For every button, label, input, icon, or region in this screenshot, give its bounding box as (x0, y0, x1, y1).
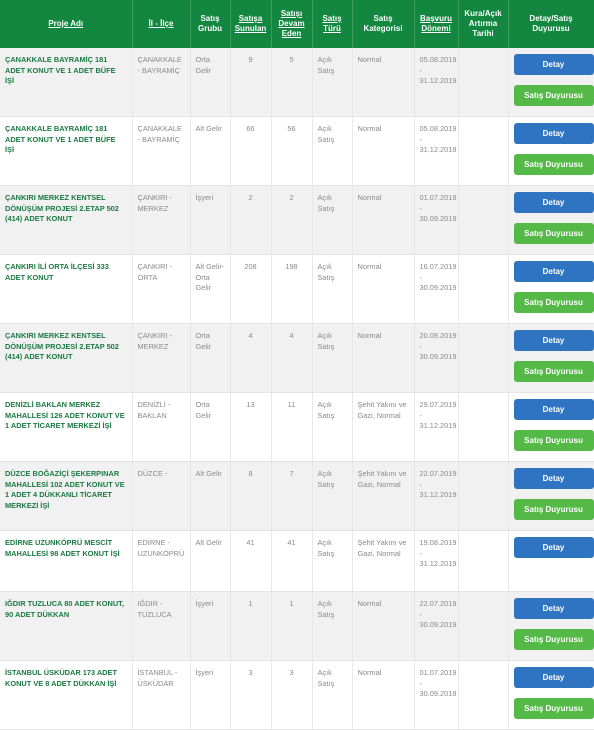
sales-type-cell: Açık Satış (312, 661, 352, 730)
detay-button[interactable]: Detay (514, 261, 594, 282)
lottery-date-cell (458, 661, 508, 730)
sales-category-cell: Normal (352, 117, 414, 186)
header-tur[interactable]: Satış Türü (312, 0, 352, 48)
lottery-date-cell (458, 393, 508, 462)
ongoing-count-cell: 2 (271, 186, 312, 255)
offered-count-cell: 8 (230, 462, 271, 531)
detay-button[interactable]: Detay (514, 399, 594, 420)
table-row (0, 186, 594, 255)
offered-count-cell: 208 (230, 255, 271, 324)
sales-group-cell: Alt Gelir (190, 462, 230, 531)
sales-category-cell: Şehit Yakını ve Gazi, Normal (352, 462, 414, 531)
detay-button[interactable]: Detay (514, 330, 594, 351)
table-row (0, 324, 594, 393)
sales-category-cell: Normal (352, 255, 414, 324)
satis-duyurusu-button[interactable]: Satış Duyurusu (514, 499, 594, 520)
actions-cell (508, 462, 594, 531)
header-devam[interactable]: Satışı Devam Eden (271, 0, 312, 48)
sales-group-cell: Alt Gelir (190, 117, 230, 186)
sales-type-cell: Açık Satış (312, 324, 352, 393)
detay-button[interactable]: Detay (514, 468, 594, 489)
sales-category-cell: Normal (352, 48, 414, 117)
satis-duyurusu-button[interactable]: Satış Duyurusu (514, 698, 594, 719)
ongoing-count-cell: 11 (271, 393, 312, 462)
lottery-date-cell (458, 324, 508, 393)
lottery-date-cell (458, 48, 508, 117)
detay-button[interactable]: Detay (514, 598, 594, 619)
location-cell: DENİZLİ - BAKLAN (132, 393, 190, 462)
header-kategori: Satış Kategorisi (352, 0, 414, 48)
ongoing-count-cell: 1 (271, 592, 312, 661)
actions-cell (508, 393, 594, 462)
sales-group-cell: İşyeri (190, 186, 230, 255)
sales-category-cell: Şehit Yakını ve Gazi, Normal (352, 531, 414, 592)
sales-category-cell: Normal (352, 592, 414, 661)
header-proje[interactable]: Proje Adı (0, 0, 132, 48)
sales-category-cell: Normal (352, 661, 414, 730)
offered-count-cell: 9 (230, 48, 271, 117)
project-name-cell[interactable]: DÜZCE BOĞAZİÇİ ŞEKERPINAR MAHALLESİ 102 ADET KONUT VE 1 ADET 4 DÜKKANLI TİCARET MERKEZİ İŞİ (0, 462, 132, 531)
detay-button[interactable]: Detay (514, 667, 594, 688)
application-period-cell: 05.08.2019 - 31.12.2019 (414, 117, 458, 186)
satis-duyurusu-button[interactable]: Satış Duyurusu (514, 154, 594, 175)
table-row (0, 592, 594, 661)
ongoing-count-cell: 7 (271, 462, 312, 531)
application-period-cell: 05.08.2019 - 31.12.2019 (414, 48, 458, 117)
ongoing-count-cell: 198 (271, 255, 312, 324)
project-name-cell[interactable]: ÇANKIRI MERKEZ KENTSEL DÖNÜŞÜM PROJESİ 2.ETAP 502 (414) ADET KONUT (0, 324, 132, 393)
sales-type-cell: Açık Satış (312, 531, 352, 592)
application-period-cell: 19.08.2019 - 31.12.2019 (414, 531, 458, 592)
table-row (0, 462, 594, 531)
sales-group-cell: Orta Gelir (190, 48, 230, 117)
project-name-cell[interactable]: IĞDIR TUZLUCA 80 ADET KONUT, 90 ADET DÜKKAN (0, 592, 132, 661)
header-kura: Kura/Açık Artırma Tarihi (458, 0, 508, 48)
offered-count-cell: 13 (230, 393, 271, 462)
ongoing-count-cell: 3 (271, 661, 312, 730)
ongoing-count-cell: 4 (271, 324, 312, 393)
actions-cell (508, 592, 594, 661)
offered-count-cell: 3 (230, 661, 271, 730)
project-name-cell[interactable]: EDİRNE UZUNKÖPRÜ MESCİT MAHALLESİ 98 ADET KONUT İŞİ (0, 531, 132, 592)
sales-group-cell: Orta Gelir (190, 393, 230, 462)
application-period-cell: 16.07.2019 - 30.09.2019 (414, 255, 458, 324)
detay-button[interactable]: Detay (514, 54, 594, 75)
header-il[interactable]: İl - İlçe (132, 0, 190, 48)
offered-count-cell: 4 (230, 324, 271, 393)
location-cell: İSTANBUL - ÜSKÜDAR (132, 661, 190, 730)
project-name-cell[interactable]: DENİZLİ BAKLAN MERKEZ MAHALLESİ 126 ADET KONUT VE 1 ADET TİCARET MERKEZİ İŞİ (0, 393, 132, 462)
ongoing-count-cell: 41 (271, 531, 312, 592)
project-name-cell[interactable]: İSTANBUL ÜSKÜDAR 173 ADET KONUT VE 8 ADET DÜKKAN İŞİ (0, 661, 132, 730)
location-cell: DÜZCE - (132, 462, 190, 531)
project-name-cell[interactable]: ÇANKIRI İLİ ORTA İLÇESİ 333 ADET KONUT (0, 255, 132, 324)
lottery-date-cell (458, 186, 508, 255)
actions-cell (508, 324, 594, 393)
sales-category-cell: Şehit Yakını ve Gazi, Normal (352, 393, 414, 462)
satis-duyurusu-button[interactable]: Satış Duyurusu (514, 292, 594, 313)
location-cell: ÇANAKKALE - BAYRAMİÇ (132, 117, 190, 186)
application-period-cell: 01.07.2019 - 30.09.2019 (414, 661, 458, 730)
satis-duyurusu-button[interactable]: Satış Duyurusu (514, 629, 594, 650)
satis-duyurusu-button[interactable]: Satış Duyurusu (514, 223, 594, 244)
sales-type-cell: Açık Satış (312, 592, 352, 661)
offered-count-cell: 41 (230, 531, 271, 592)
satis-duyurusu-button[interactable]: Satış Duyurusu (514, 361, 594, 382)
sales-category-cell: Normal (352, 186, 414, 255)
table-header-row (0, 0, 594, 48)
application-period-cell: 01.07.2019 - 30.09.2019 (414, 186, 458, 255)
sales-group-cell: Orta Gelir (190, 324, 230, 393)
sales-group-cell: Alt Gelir (190, 531, 230, 592)
offered-count-cell: 1 (230, 592, 271, 661)
lottery-date-cell (458, 117, 508, 186)
project-name-cell[interactable]: ÇANAKKALE BAYRAMİÇ 181 ADET KONUT VE 1 ADET BÜFE İŞİ (0, 117, 132, 186)
ongoing-count-cell: 56 (271, 117, 312, 186)
ongoing-count-cell: 5 (271, 48, 312, 117)
header-detay: Detay/Satış Duyurusu (508, 0, 594, 48)
table-row (0, 255, 594, 324)
location-cell: ÇANAKKALE - BAYRAMİÇ (132, 48, 190, 117)
header-basvuru[interactable]: Başvuru Dönemi (414, 0, 458, 48)
sales-group-cell: İşyeri (190, 592, 230, 661)
header-grup: Satış Grubu (190, 0, 230, 48)
offered-count-cell: 66 (230, 117, 271, 186)
sales-group-cell: İşyeri (190, 661, 230, 730)
project-name-cell[interactable]: ÇANAKKALE BAYRAMİÇ 181 ADET KONUT VE 1 ADET BÜFE İŞİ (0, 48, 132, 117)
detay-button[interactable]: Detay (514, 192, 594, 213)
application-period-cell: 20.08.2019 - 30.09.2019 (414, 324, 458, 393)
sales-type-cell: Açık Satış (312, 186, 352, 255)
lottery-date-cell (458, 462, 508, 531)
application-period-cell: 22.07.2019 - 30.09.2019 (414, 592, 458, 661)
satis-duyurusu-button[interactable]: Satış Duyurusu (514, 430, 594, 451)
actions-cell (508, 117, 594, 186)
sales-type-cell: Açık Satış (312, 462, 352, 531)
sales-category-cell: Normal (352, 324, 414, 393)
table-row (0, 393, 594, 462)
sales-type-cell: Açık Satış (312, 393, 352, 462)
location-cell: ÇANKIRI - ORTA (132, 255, 190, 324)
actions-cell (508, 48, 594, 117)
table-row (0, 117, 594, 186)
location-cell: EDİRNE - UZUNKÖPRÜ (132, 531, 190, 592)
location-cell: ÇANKIRI - MERKEZ (132, 324, 190, 393)
table-row (0, 531, 594, 592)
lottery-date-cell (458, 531, 508, 592)
application-period-cell: 22.07.2019 - 31.12.2019 (414, 462, 458, 531)
location-cell: IĞDIR - TUZLUCA (132, 592, 190, 661)
lottery-date-cell (458, 592, 508, 661)
sales-type-cell: Açık Satış (312, 117, 352, 186)
offered-count-cell: 2 (230, 186, 271, 255)
location-cell: ÇANKIRI - MERKEZ (132, 186, 190, 255)
detay-button[interactable]: Detay (514, 123, 594, 144)
actions-cell (508, 661, 594, 730)
sales-group-cell: Alt Gelir-Orta Gelir (190, 255, 230, 324)
actions-cell (508, 255, 594, 324)
satis-duyurusu-button[interactable]: Satış Duyurusu (514, 85, 594, 106)
actions-cell (508, 186, 594, 255)
application-period-cell: 29.07.2019 - 31.12.2019 (414, 393, 458, 462)
table-row (0, 661, 594, 730)
sales-type-cell: Açık Satış (312, 48, 352, 117)
actions-cell (508, 531, 594, 592)
lottery-date-cell (458, 255, 508, 324)
detay-button[interactable]: Detay (514, 537, 594, 558)
header-sunulan[interactable]: Satışa Sunulan (230, 0, 271, 48)
sales-type-cell: Açık Satış (312, 255, 352, 324)
project-name-cell[interactable]: ÇANKIRI MERKEZ KENTSEL DÖNÜŞÜM PROJESİ 2.ETAP 502 (414) ADET KONUT (0, 186, 132, 255)
table-row (0, 48, 594, 117)
